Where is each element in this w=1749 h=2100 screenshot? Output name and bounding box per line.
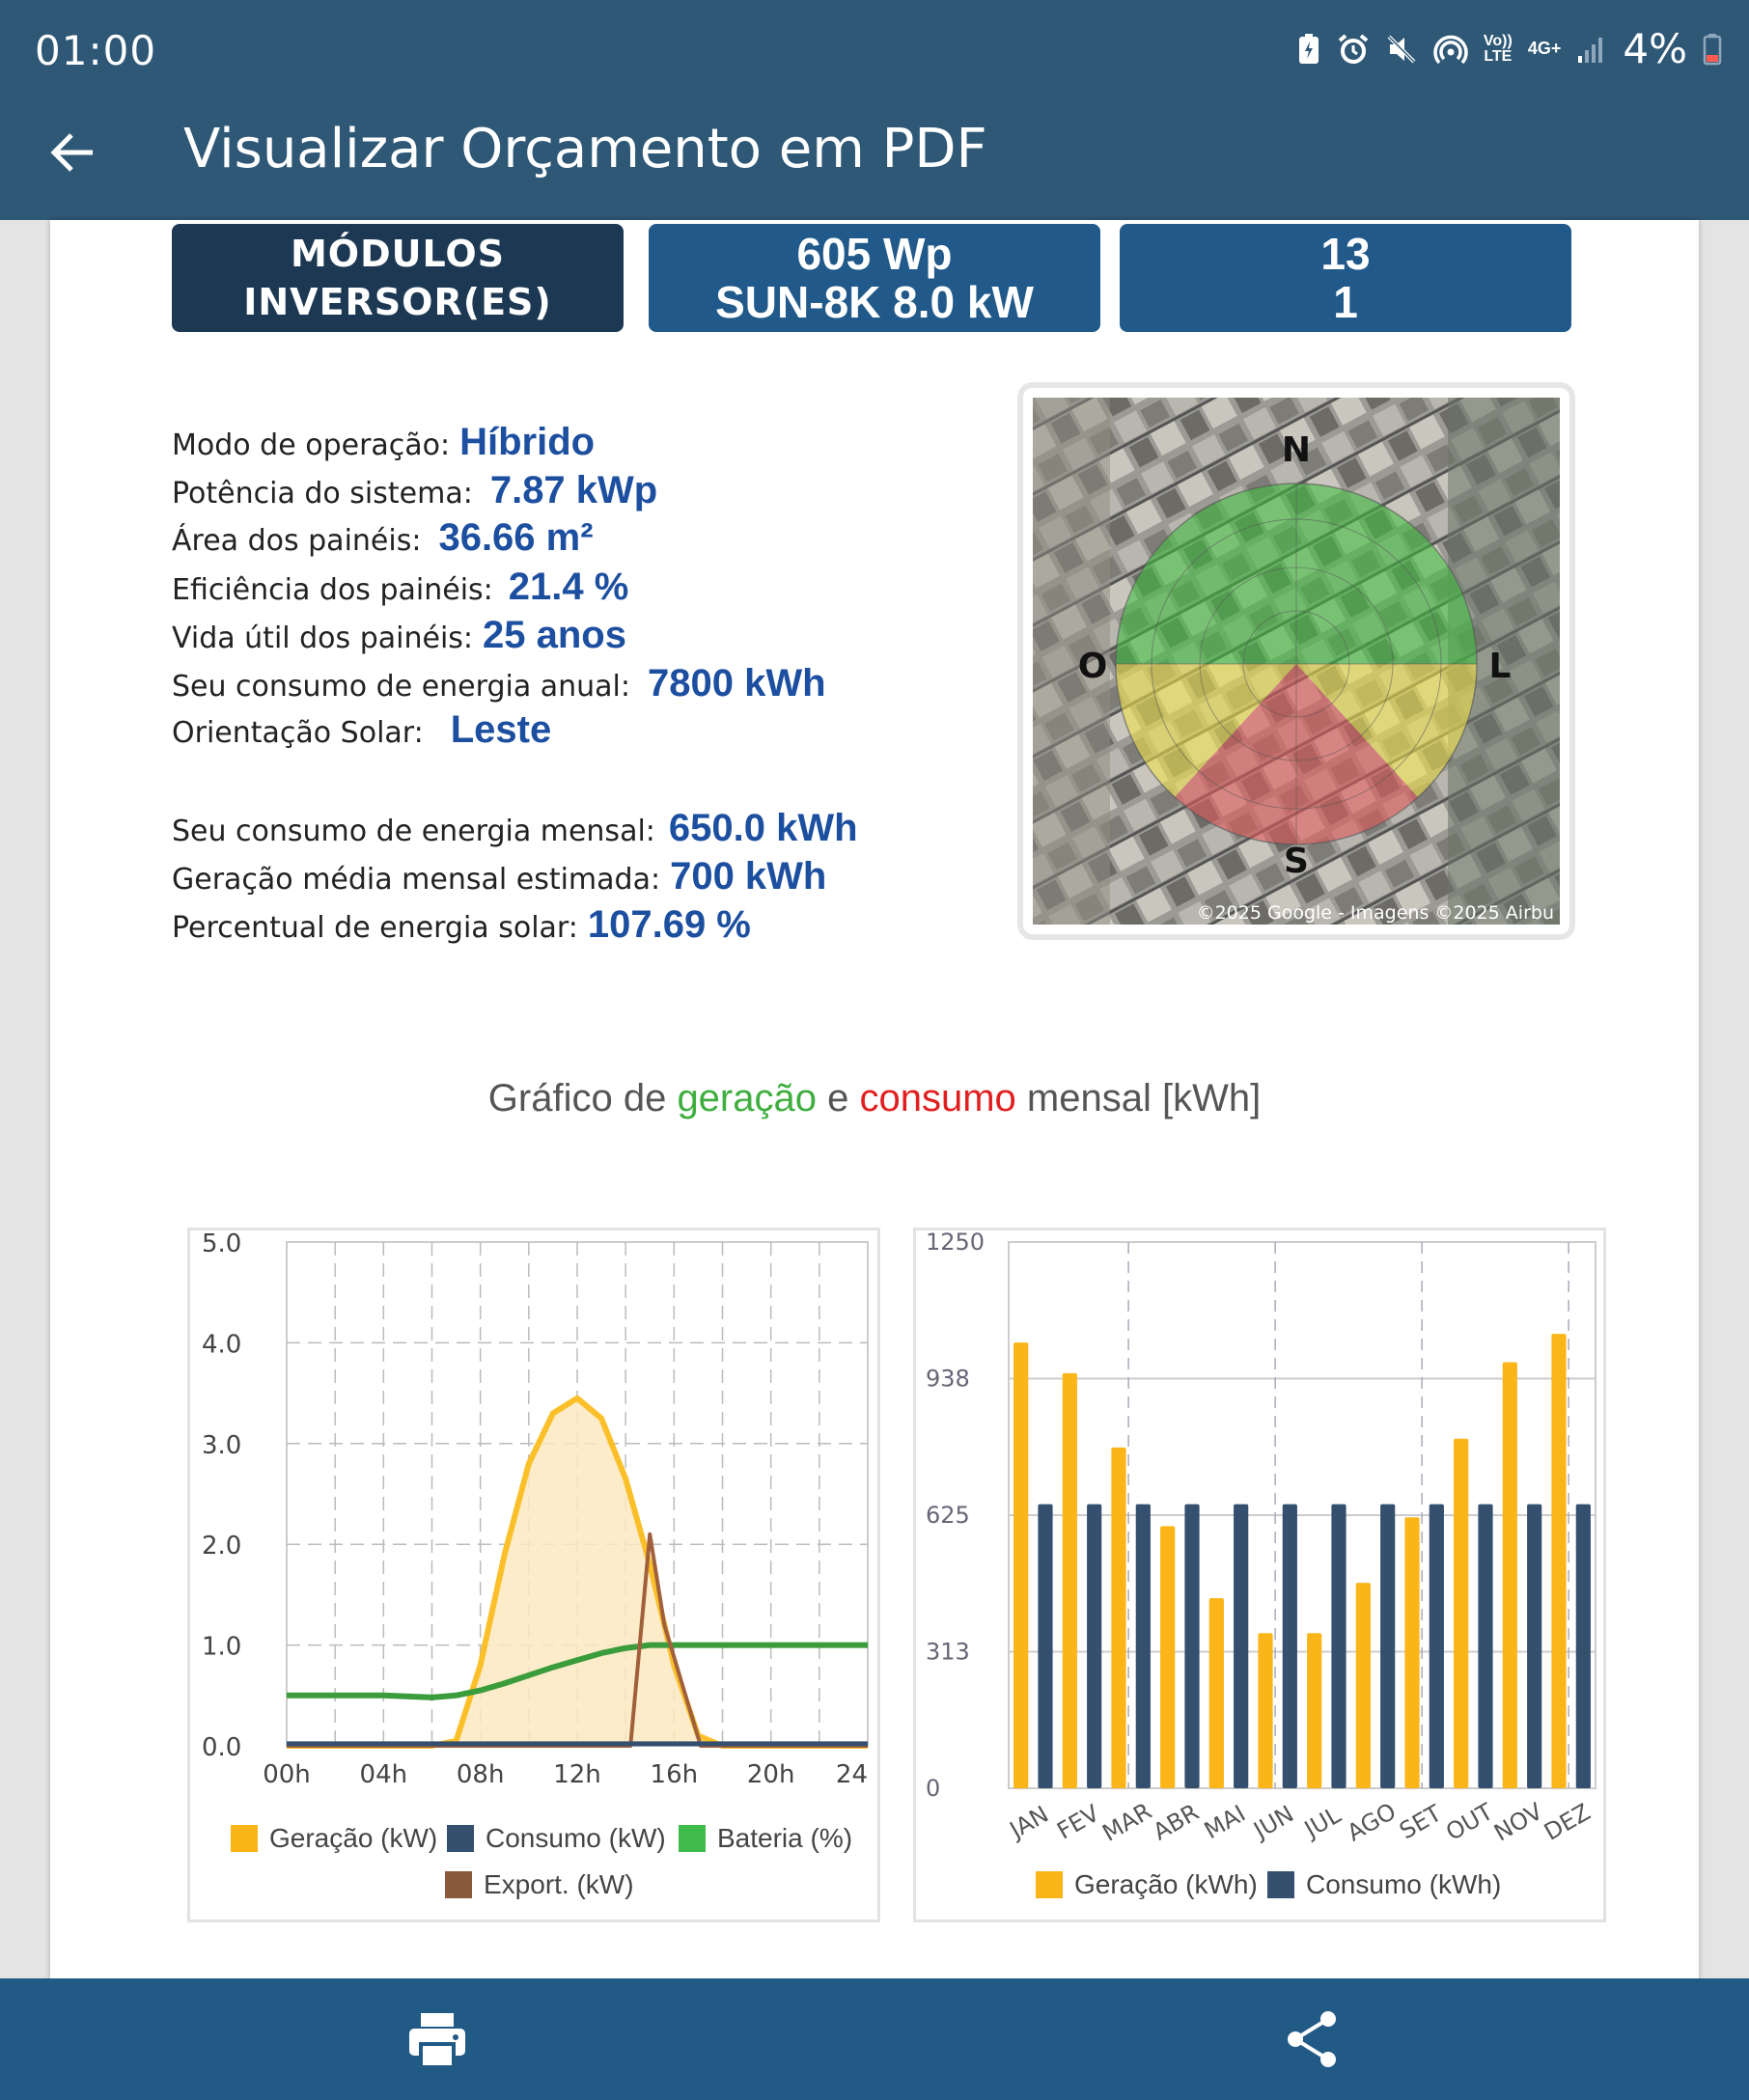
bar-consumo <box>1234 1505 1248 1788</box>
info-consumo-mensal-label: Seu consumo de energia mensal: <box>172 815 655 848</box>
bar-consumo <box>1478 1505 1492 1788</box>
mute-icon <box>1385 33 1418 66</box>
info-modo <box>172 421 595 464</box>
header-inverter-count: 1 <box>1333 277 1358 327</box>
status-time: 01:00 <box>35 27 157 74</box>
info-potencia-value: 7.87 kWp <box>489 469 658 511</box>
legend-export <box>445 1869 634 1900</box>
bar-consumo <box>1576 1505 1591 1788</box>
x-tick-label: 08h <box>456 1760 505 1789</box>
info-area-value: 36.66 m² <box>438 516 594 559</box>
bar-geracao <box>1258 1633 1272 1788</box>
x-tick-label: JUL <box>1299 1801 1346 1843</box>
bar-geracao <box>1160 1526 1175 1788</box>
info-geracao-value: 700 kWh <box>670 855 827 898</box>
print-icon[interactable] <box>403 2005 471 2073</box>
compass-west-label: O <box>1077 647 1108 686</box>
legend-bateria <box>679 1823 852 1854</box>
x-tick-label: JAN <box>1005 1800 1054 1844</box>
bar-consumo <box>1430 1505 1444 1788</box>
y-tick-label: 0 <box>926 1775 941 1802</box>
bar-geracao <box>1551 1334 1566 1788</box>
chart-title-prefix: Gráfico de <box>487 1077 678 1119</box>
bar-consumo <box>1184 1505 1199 1788</box>
page-title: Visualizar Orçamento em PDF <box>183 118 987 180</box>
info-orientacao-value: Leste <box>450 708 552 751</box>
header-modulos-label: MÓDULOS <box>290 233 506 275</box>
legend-geracao-kwh-swatch <box>1036 1871 1063 1898</box>
compass-east-label: L <box>1488 647 1512 686</box>
info-vida-label: Vida útil dos painéis: <box>172 622 474 655</box>
legend-consumo-kwh-label: Consumo (kWh) <box>1306 1869 1502 1899</box>
info-vida-value: 25 anos <box>483 614 626 656</box>
bar-consumo <box>1283 1505 1297 1788</box>
info-eficiencia-label: Eficiência dos painéis: <box>172 573 493 607</box>
legend-export-label: Export. (kW) <box>484 1869 634 1899</box>
bar-geracao <box>1063 1373 1077 1788</box>
y-tick-label: 4.0 <box>202 1330 242 1360</box>
legend-bateria-label: Bateria (%) <box>717 1823 853 1853</box>
bar-consumo <box>1038 1505 1052 1788</box>
hotspot-icon <box>1433 33 1468 66</box>
info-orientacao-label: Orientação Solar: <box>172 716 424 750</box>
header-module-power: 605 Wp <box>796 229 953 279</box>
daily-profile-plot <box>190 1230 877 1789</box>
signal-icon <box>1576 35 1607 64</box>
header-labels-box <box>172 224 624 332</box>
legend-consumo-swatch <box>447 1825 474 1852</box>
y-tick-label: 313 <box>926 1638 970 1666</box>
chart-section-title <box>50 1077 1699 1120</box>
bar-geracao <box>1454 1439 1468 1788</box>
battery-saver-icon <box>1296 33 1321 66</box>
bar-geracao <box>1356 1583 1371 1788</box>
status-bar <box>0 0 1749 100</box>
map-attribution: ©2025 Google - Imagens ©2025 Airbu <box>1196 902 1554 924</box>
x-tick-label: AGO <box>1342 1797 1402 1847</box>
daily-profile-chart <box>187 1228 880 1922</box>
legend-geracao <box>231 1823 437 1854</box>
legend-bateria-swatch <box>679 1825 706 1852</box>
info-geracao-label: Geração média mensal estimada: <box>172 863 661 897</box>
info-vida <box>172 614 626 657</box>
legend-export-swatch <box>445 1871 472 1898</box>
header-inverter-model: SUN-8K 8.0 kW <box>715 277 1034 327</box>
bar-geracao <box>1307 1633 1321 1788</box>
network-indicator: 4G+ <box>1527 39 1562 58</box>
chart-title-and: e <box>817 1077 860 1119</box>
bar-geracao <box>1209 1598 1224 1788</box>
legend-geracao-kwh <box>1036 1869 1258 1900</box>
x-tick-label: SET <box>1395 1799 1447 1845</box>
legend-geracao-swatch <box>231 1825 258 1852</box>
monthly-bar-plot <box>916 1229 1603 1847</box>
info-consumo-mensal-value: 650.0 kWh <box>668 807 858 849</box>
info-area <box>172 516 594 560</box>
x-tick-label: MAI <box>1199 1799 1251 1845</box>
bar-geracao <box>1404 1517 1419 1788</box>
header-module-count: 13 <box>1320 229 1371 279</box>
compass-south-label: S <box>1284 842 1309 881</box>
x-tick-label: 20h <box>746 1760 795 1789</box>
info-eficiencia-value: 21.4 % <box>508 566 629 608</box>
info-potencia <box>172 469 657 512</box>
share-icon[interactable] <box>1278 2005 1346 2073</box>
header-specs-box <box>649 224 1100 332</box>
bar-consumo <box>1087 1505 1101 1788</box>
bar-geracao <box>1111 1448 1125 1788</box>
y-tick-label: 3.0 <box>202 1430 242 1460</box>
bar-geracao <box>1503 1363 1517 1788</box>
bar-consumo <box>1331 1505 1346 1788</box>
status-icons <box>1296 25 1722 72</box>
x-tick-label: DEZ <box>1539 1798 1596 1846</box>
x-tick-label: ABR <box>1148 1798 1204 1846</box>
bar-consumo <box>1527 1505 1541 1788</box>
y-tick-label: 1250 <box>926 1229 986 1256</box>
y-tick-label: 625 <box>926 1502 970 1529</box>
battery-icon <box>1703 33 1722 66</box>
pdf-page <box>50 220 1699 2005</box>
info-orientacao <box>172 708 551 752</box>
x-tick-label: FEV <box>1052 1799 1104 1845</box>
bar-geracao <box>1013 1342 1028 1788</box>
info-area-label: Área dos painéis: <box>172 524 422 558</box>
info-potencia-label: Potência do sistema: <box>172 477 473 511</box>
info-consumo-mensal <box>172 807 858 850</box>
compass-north-label: N <box>1281 430 1312 470</box>
alarm-icon <box>1337 33 1370 66</box>
app-bar <box>0 100 1749 220</box>
legend-consumo <box>447 1823 666 1854</box>
chart-title-geracao: geração <box>677 1077 817 1119</box>
info-percentual-value: 107.69 % <box>587 903 751 946</box>
bar-consumo <box>1136 1505 1151 1788</box>
y-tick-label: 938 <box>926 1365 970 1393</box>
info-modo-label: Modo de operação: <box>172 428 451 462</box>
x-tick-label: OUT <box>1441 1798 1498 1846</box>
monthly-bar-chart <box>913 1228 1606 1922</box>
legend-geracao-kwh-label: Geração (kWh) <box>1074 1869 1258 1899</box>
y-tick-label: 2.0 <box>202 1532 242 1561</box>
pdf-viewer[interactable] <box>0 220 1749 1978</box>
x-tick-label: MAR <box>1097 1797 1156 1847</box>
info-percentual-label: Percentual de energia solar: <box>172 911 578 945</box>
volte-indicator: Vo)) LTE <box>1483 32 1513 65</box>
info-geracao <box>172 855 826 898</box>
x-tick-label: 16h <box>650 1760 699 1789</box>
bar-consumo <box>1380 1505 1395 1788</box>
back-arrow-icon[interactable] <box>46 125 100 180</box>
battery-percent: 4% <box>1623 25 1687 72</box>
chart-title-suffix: mensal [kWh] <box>1015 1077 1262 1119</box>
legend-consumo-label: Consumo (kW) <box>486 1823 666 1853</box>
info-percentual <box>172 903 751 947</box>
info-eficiencia <box>172 566 628 609</box>
y-tick-label: 0.0 <box>202 1733 242 1762</box>
x-tick-label: 12h <box>553 1760 601 1789</box>
header-inversores-label: INVERSOR(ES) <box>243 281 552 323</box>
bottom-toolbar <box>0 1978 1749 2100</box>
solar-orientation-map <box>1017 382 1575 940</box>
satellite-image <box>1033 398 1560 925</box>
legend-geracao-label: Geração (kW) <box>269 1823 438 1853</box>
compass-diagram <box>1033 398 1560 925</box>
info-consumo-anual-label: Seu consumo de energia anual: <box>172 670 630 704</box>
x-tick-label: NOV <box>1489 1797 1547 1847</box>
x-tick-label: 04h <box>359 1760 408 1789</box>
chart-title-consumo: consumo <box>859 1077 1016 1119</box>
x-tick-label: 24 <box>835 1760 868 1789</box>
info-consumo-anual-value: 7800 kWh <box>647 662 826 705</box>
header-quantities-box <box>1120 224 1571 332</box>
legend-consumo-kwh <box>1267 1869 1501 1900</box>
legend-consumo-kwh-swatch <box>1267 1871 1294 1898</box>
info-consumo-anual <box>172 662 826 705</box>
x-tick-label: JUN <box>1249 1800 1299 1844</box>
y-tick-label: 5.0 <box>202 1230 242 1258</box>
info-modo-value: Híbrido <box>459 421 596 463</box>
y-tick-label: 1.0 <box>202 1632 242 1662</box>
x-tick-label: 00h <box>263 1760 311 1789</box>
